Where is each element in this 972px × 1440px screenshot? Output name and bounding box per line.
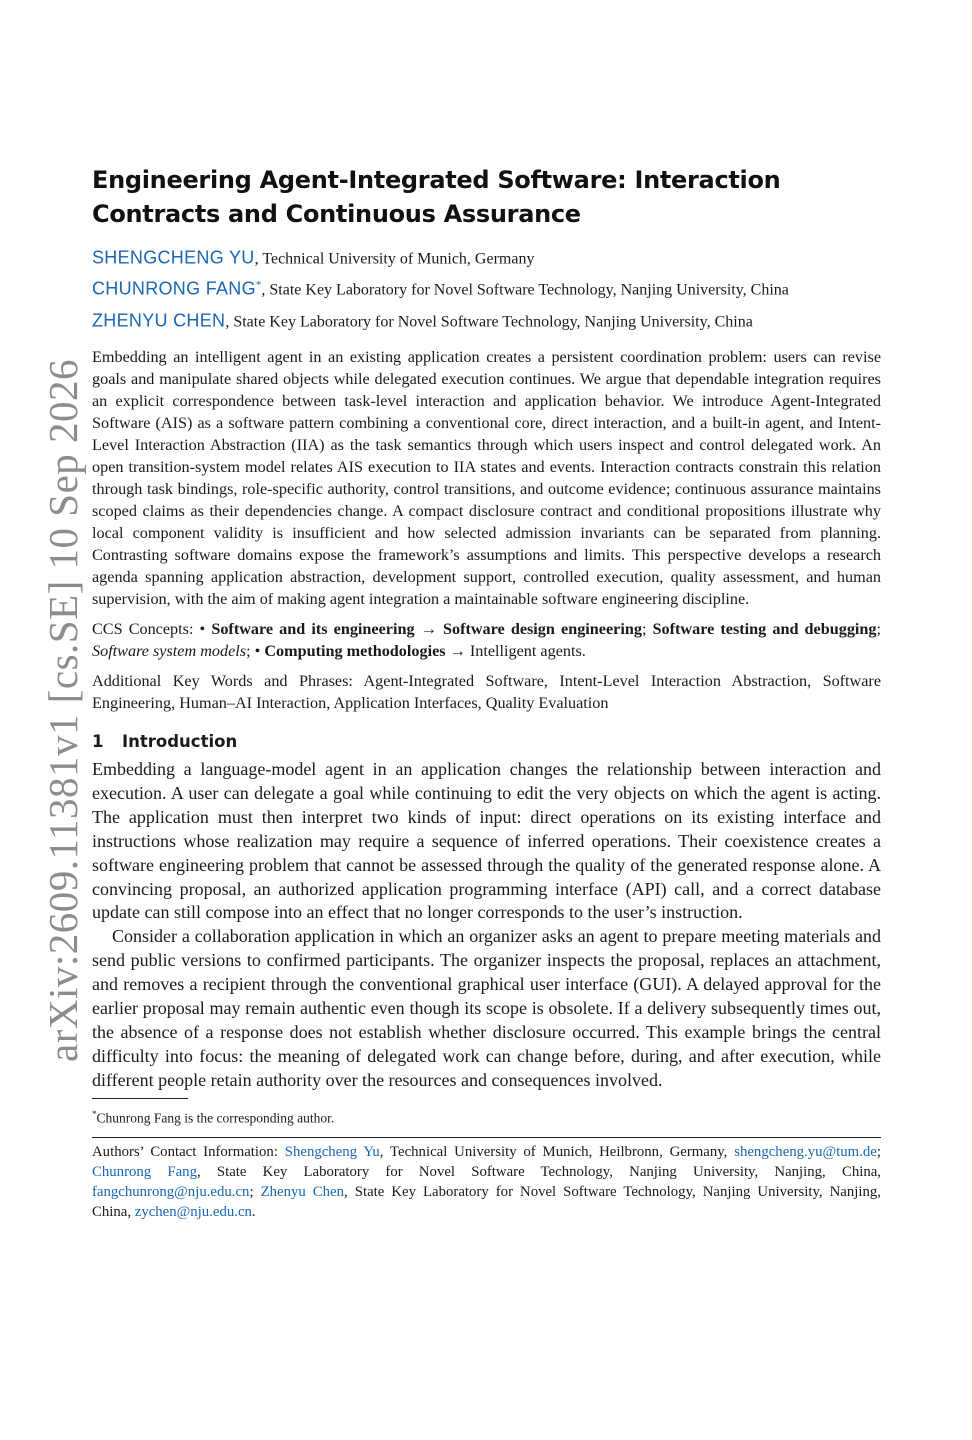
email-link[interactable]: shengcheng.yu@tum.de	[734, 1144, 877, 1161]
author-mark: *	[255, 279, 262, 292]
ccs-bullet: •	[199, 619, 212, 638]
author-affiliation: , State Key Laboratory for Novel Software Technology, Nanjing University, China	[261, 281, 789, 299]
paragraph: Embedding a language-model agent in an application changes the relationship between interaction and execution. A user can delegate a goal while continuing to edit the very objects on which the agent is acting. The application must then interpret two kinds of input: direct operations on its existing interface and instructions whose realization may require a sequence of inferred operations. Their coexistence creates a software engineering problem that cannot be assessed through the quality of the generated response alone. A convincing proposal, an authorized application programming interface (API) call, and a correct database update can still compose into an effect that no longer corresponds to the user’s instruction.	[92, 758, 881, 923]
section-body	[92, 758, 881, 1093]
contact-separator: ;	[249, 1184, 261, 1201]
paragraph: Consider a collaboration application in which an organizer asks an agent to prepare meeting materials and send public versions to confirmed participants. The organizer inspects the proposal, replaces an attachment, and removes a recipient through the conventional graphical user interface (GUI). A delayed approval for the earlier proposal may remain authentic even though its scope is obsolete. If a delivery subsequently times out, the absence of a response does not establish whether disclosure occurred. This example brings the central difficulty into focus: the meaning of delegated work can change before, during, and after execution, while different people retain authority over the resources and consequences involved.	[92, 926, 881, 1090]
ccs-label: CCS Concepts:	[92, 619, 200, 638]
email-link[interactable]: fangchunrong@nju.edu.cn	[92, 1184, 250, 1201]
ccs-concept: Software design engineering	[442, 619, 642, 638]
contact-end: .	[251, 1204, 256, 1221]
ccs-concept: Intelligent agents.	[469, 641, 586, 660]
paper-title: Engineering Agent-Integrated Software: Interaction Contracts and Continuous Assurance	[92, 166, 781, 228]
author-link[interactable]: Shengcheng Yu	[284, 1144, 380, 1161]
author-line	[92, 304, 881, 335]
author-name[interactable]: CHUNRONG FANG	[92, 278, 256, 299]
footnote	[92, 1105, 881, 1128]
section-number: 1	[92, 731, 104, 751]
footnote-text: Chunrong Fang is the corresponding author.	[96, 1110, 335, 1126]
contact-information	[92, 1142, 881, 1222]
author-link[interactable]: Zhenyu Chen	[260, 1184, 345, 1201]
author-name[interactable]: SHENGCHENG YU	[92, 247, 255, 268]
paper-page	[92, 163, 881, 1222]
ccs-separator: ;	[876, 619, 882, 638]
contact-affiliation: , State Key Laboratory for Novel Software Technology, Nanjing University, Nanjing, China,	[196, 1164, 881, 1181]
abstract: Embedding an intelligent agent in an existing application creates a persistent coordination problem: users can revise goals and manipulate shared objects while delegated execution continues. We argue that dependable integration requires an explicit correspondence between task-level interaction and application behavior. We introduce Agent-Integrated Software (AIS) as a software pattern combining a conventional core, direct interaction, and a built-in agent, and Intent-Level Interaction Abstraction (IIA) as the task semantics through which users inspect and control delegated work. An open transition-system model relates AIS execution to IIA states and events. Interaction contracts constrain this relation through task bindings, role-specific authority, control transitions, and outcome evidence; continuous assurance maintains scoped claims as their dependencies change. A compact disclosure contract and conditional propositions illustrate why local component validity is insufficient and how selected admission invariants can be separated from planning. Contrasting software domains expose the framework’s assumptions and limits. This perspective develops a research agenda spanning application abstraction, development support, controlled execution, quality assessment, and human supervision, with the aim of making agent integration a maintainable software engineering discipline.	[92, 347, 881, 608]
author-name[interactable]: ZHENYU CHEN	[92, 309, 226, 330]
ccs-bullet: •	[254, 641, 265, 660]
contact-label: Authors’ Contact Information:	[92, 1144, 285, 1161]
footnote-mark: *	[92, 1108, 97, 1119]
ccs-concept: Software and its engineering	[211, 619, 415, 638]
ccs-arrow: →	[414, 619, 443, 638]
author-list	[92, 241, 881, 335]
author-affiliation: , Technical University of Munich, Germany	[254, 250, 535, 268]
contact-separator: ;	[876, 1144, 881, 1161]
author-line	[92, 272, 881, 303]
ccs-separator: ;	[246, 641, 255, 660]
author-affiliation: , State Key Laboratory for Novel Software Technology, Nanjing University, China	[225, 312, 753, 330]
arxiv-stamp: arXiv:2609.11381v1 [cs.SE] 10 Sep 2026	[40, 358, 86, 1062]
section-heading	[92, 730, 881, 754]
ccs-concept: Software system models	[92, 641, 247, 660]
ccs-separator: ;	[641, 619, 653, 638]
author-line	[92, 241, 881, 272]
footnote-rule	[92, 1098, 188, 1099]
section-title: Introduction	[122, 731, 238, 751]
contact-affiliation: , Technical University of Munich, Heilbronn, Germany,	[379, 1144, 735, 1161]
contact-affiliation: , State Key Laboratory for Novel Software Technology, Nanjing University, Nanjing, China,	[92, 1184, 881, 1221]
keywords: Additional Key Words and Phrases: Agent-Integrated Software, Intent-Level Interaction Abstraction, Software Engineering, Human–AI Interaction, Application Interfaces, Quality Evaluation	[92, 671, 881, 712]
ccs-concepts	[92, 618, 881, 662]
email-link[interactable]: zychen@nju.edu.cn	[134, 1204, 252, 1221]
author-link[interactable]: Chunrong Fang	[92, 1164, 197, 1181]
ccs-arrow: →	[445, 641, 470, 660]
ccs-concept: Software testing and debugging	[652, 619, 877, 638]
contact-rule	[92, 1137, 881, 1138]
ccs-concept: Computing methodologies	[264, 641, 446, 660]
